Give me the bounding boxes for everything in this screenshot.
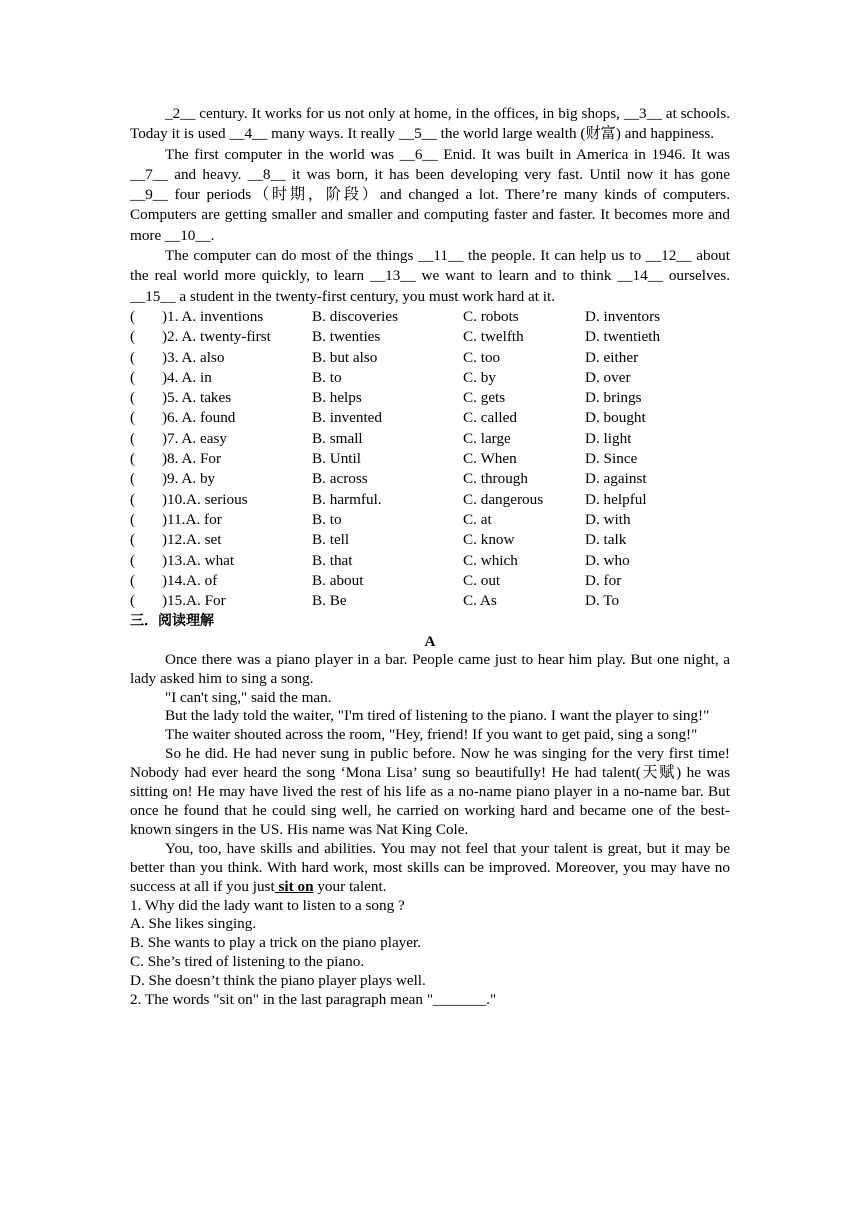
cloze-choices: [130, 307, 730, 611]
reading-paragraph-4: The waiter shouted across the room, "Hey, friend! If you want to get paid, sing a song!": [165, 726, 698, 744]
answer-paren: (: [130, 429, 136, 447]
option-c: C. which: [463, 551, 518, 569]
option-b: B. that: [312, 551, 353, 569]
reading-paragraph-5: So he did. He had never sung in public before. Now he was singing for the very first time! Nobody had ever heard the song ‘Mona Lisa’ sung so beautifully! He had talent(天赋) he was sitting on! He may have lived the rest of his life as a no-name piano player in a no-name bar. But once he found that he could sing well, he carried on working hard and became one of the best-known singers in the US. His name was Nat King Cole.: [130, 745, 730, 838]
option-c: C. When: [463, 450, 517, 468]
question-1: 1. Why did the lady want to listen to a song ?: [130, 896, 405, 914]
option-c: C. dangerous: [463, 490, 544, 508]
choice-row: [130, 429, 730, 449]
choice-row: [130, 408, 730, 428]
cloze-paragraph-3: The computer can do most of the things __11__ the people. It can help us to __12__ about the real world more quickly, to learn __13__ we want to learn and to think __14__ ourselves. __15__ a student in the twenty-first century, you must work hard at it.: [130, 247, 730, 305]
option-b: B. but also: [312, 348, 378, 366]
option-c: C. know: [463, 531, 515, 549]
option-c: C. out: [463, 571, 501, 589]
option-c: C. through: [463, 470, 528, 488]
choice-row: [130, 571, 730, 591]
choice-number-option-a: )8. A. For: [162, 450, 222, 468]
option-d: D. To: [585, 592, 620, 610]
option-d: D. with: [585, 510, 631, 528]
choice-number-option-a: )5. A. takes: [162, 389, 232, 407]
option-c: C. gets: [463, 389, 506, 407]
choice-row: [130, 348, 730, 368]
answer-paren: (: [130, 409, 136, 427]
option-c: C. large: [463, 429, 511, 447]
option-d: D. against: [585, 470, 647, 488]
answer-paren: (: [130, 470, 136, 488]
reading-paragraph-6: [130, 840, 730, 897]
choice-row: [130, 591, 730, 611]
option-b: B. twenties: [312, 328, 381, 346]
option-d: D. inventors: [585, 307, 661, 325]
section-heading: 三．阅读理解: [130, 613, 214, 630]
choice-row: [130, 388, 730, 408]
option-d: D. either: [585, 348, 639, 366]
option-b: B. discoveries: [312, 307, 399, 325]
answer-paren: (: [130, 450, 136, 468]
option-d: D. for: [585, 571, 622, 589]
question-1-option-a: A. She likes singing.: [130, 915, 257, 933]
answer-paren: (: [130, 307, 136, 325]
option-b: B. harmful.: [312, 490, 382, 508]
cloze-paragraph-1: _2__ century. It works for us not only at home, in the offices, in big shops, __3__ at schools. Today it is used __4__ many ways. It really __5__ the world large wealth (财富) and happiness.: [130, 105, 730, 143]
option-b: B. small: [312, 429, 363, 447]
option-c: C. too: [463, 348, 501, 366]
option-d: D. brings: [585, 389, 642, 407]
choice-number-option-a: )12.A. set: [162, 531, 222, 549]
option-d: D. light: [585, 429, 632, 447]
document-page: [130, 104, 730, 1010]
option-d: D. over: [585, 368, 631, 386]
option-c: C. called: [463, 409, 517, 427]
choice-number-option-a: )13.A. what: [162, 551, 235, 569]
choice-number-option-a: )6. A. found: [162, 409, 236, 427]
option-b: B. about: [312, 571, 364, 589]
option-c: C. As: [463, 592, 497, 610]
cloze-paragraph-2: The first computer in the world was __6__ Enid. It was built in America in 1946. It was __7__ and heavy. __8__ it was born, it has been developing very fast. Until now it has gone __9__ four periods（时期，阶段）and changed a lot. There’re many kinds of computers. Computers are getting smaller and smaller and computing faster and faster. It becomes more and more __10__.: [130, 145, 730, 244]
option-b: B. to: [312, 510, 342, 528]
option-d: D. bought: [585, 409, 646, 427]
choice-number-option-a: )15.A. For: [162, 592, 226, 610]
option-d: D. helpful: [585, 490, 647, 508]
choice-row: [130, 551, 730, 571]
answer-paren: (: [130, 368, 136, 386]
option-c: C. by: [463, 368, 496, 386]
question-2: 2. The words "sit on" in the last paragraph mean "_______.": [130, 991, 497, 1009]
choice-number-option-a: )3. A. also: [162, 348, 225, 366]
choice-number-option-a: )10.A. serious: [162, 490, 248, 508]
option-b: B. Be: [312, 592, 347, 610]
answer-paren: (: [130, 592, 136, 610]
option-c: C. twelfth: [463, 328, 524, 346]
choice-row: [130, 449, 730, 469]
answer-paren: (: [130, 531, 136, 549]
reading-paragraph-3: But the lady told the waiter, "I'm tired of listening to the piano. I want the player to sing!": [165, 707, 710, 725]
option-b: B. invented: [312, 409, 383, 427]
answer-paren: (: [130, 490, 136, 508]
question-1-option-d: D. She doesn’t think the piano player plays well.: [130, 972, 426, 990]
option-d: D. talk: [585, 531, 627, 549]
option-b: B. to: [312, 368, 342, 386]
option-c: C. at: [463, 510, 492, 528]
choice-number-option-a: )14.A. of: [162, 571, 218, 589]
question-1-option-c: C. She’s tired of listening to the piano.: [130, 953, 365, 971]
choice-row: [130, 490, 730, 510]
option-b: B. helps: [312, 389, 362, 407]
option-b: B. tell: [312, 531, 350, 549]
answer-paren: (: [130, 571, 136, 589]
answer-paren: (: [130, 389, 136, 407]
reading-paragraph-1: Once there was a piano player in a bar. People came just to hear him play. But one night, a lady asked him to sing a song.: [130, 650, 730, 687]
choice-row: [130, 327, 730, 347]
choice-row: [130, 469, 730, 489]
option-d: D. Since: [585, 450, 638, 468]
choice-number-option-a: )2. A. twenty-first: [162, 328, 271, 346]
choice-number-option-a: )4. A. in: [162, 368, 212, 386]
passage-title: A: [424, 632, 436, 650]
underlined-phrase: sit on: [274, 877, 314, 895]
choice-number-option-a: )11.A. for: [162, 510, 222, 528]
choice-number-option-a: )1. A. inventions: [162, 307, 264, 325]
choice-row: [130, 368, 730, 388]
reading-paragraph-6-end: your talent.: [313, 877, 387, 895]
reading-paragraph-2: "I can't sing," said the man.: [165, 688, 332, 706]
option-b: B. Until: [312, 450, 361, 468]
option-d: D. twentieth: [585, 328, 661, 346]
option-d: D. who: [585, 551, 630, 569]
answer-paren: (: [130, 328, 136, 346]
reading-paragraph-6-start: You, too, have skills and abilities. You may not feel that your talent is great, but it may be better than you think. With hard work, most skills can be improved. Moreover, you may have no success at all if you just: [130, 839, 730, 895]
answer-paren: (: [130, 510, 136, 528]
option-c: C. robots: [463, 307, 519, 325]
choice-number-option-a: )7. A. easy: [162, 429, 227, 447]
choice-number-option-a: )9. A. by: [162, 470, 216, 488]
option-b: B. across: [312, 470, 368, 488]
choice-row: [130, 307, 730, 327]
question-1-option-b: B. She wants to play a trick on the piano player.: [130, 934, 422, 952]
choice-row: [130, 530, 730, 550]
answer-paren: (: [130, 551, 136, 569]
answer-paren: (: [130, 348, 136, 366]
choice-row: [130, 510, 730, 530]
